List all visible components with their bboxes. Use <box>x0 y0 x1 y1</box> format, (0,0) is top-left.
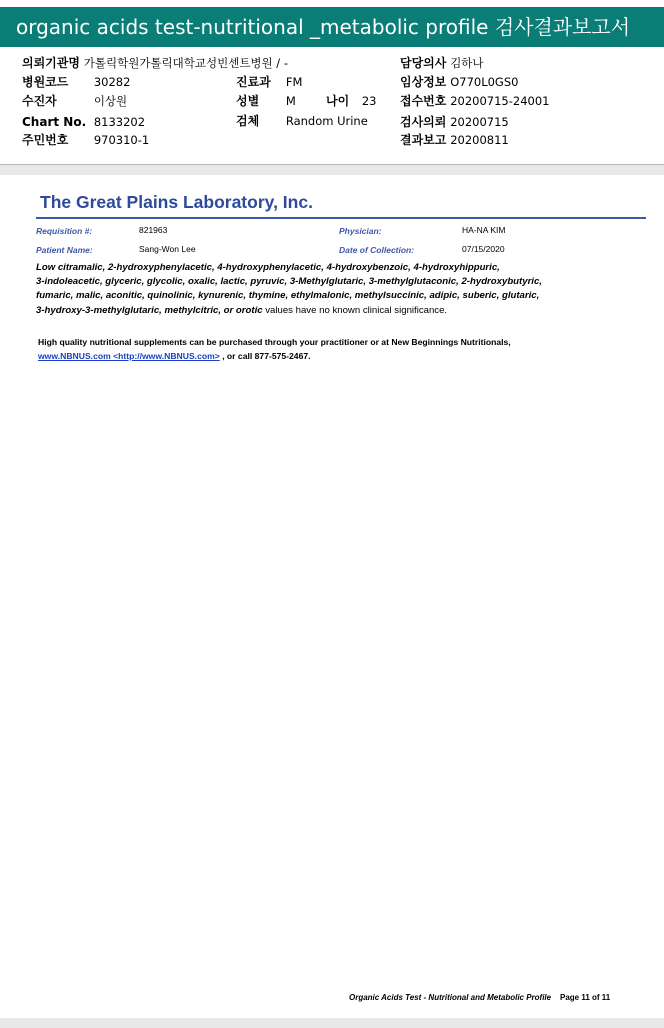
receipt-number: 접수번호 20200715-24001 <box>400 94 550 108</box>
lab-name: The Great Plains Laboratory, Inc. <box>40 192 313 212</box>
nbnus-link[interactable]: www.NBNUS.com <http://www.NBNUS.com> <box>38 350 220 361</box>
chart-number: Chart No. 8133202 <box>22 115 146 129</box>
age: 나이 23 <box>326 94 377 108</box>
footer-title: Organic Acids Test - Nutritional and Metabolic Profile <box>349 993 552 1002</box>
physician-label: Physician: <box>339 226 382 236</box>
findings-line-2: 3-indoleacetic, glyceric, glycolic, oxalic, lactic, pyruvic, 3-Methylglutaric, 3-methylglutaconic, 2-hydroxybutyric, <box>36 276 542 288</box>
physician-value: HA-NA KIM <box>462 225 506 235</box>
requisition-label: Requisition #: <box>36 226 93 236</box>
findings-line-4: 3-hydroxy-3-methylglutaric, methylcitric, or orotic values have no known clinical significance. <box>36 304 448 316</box>
clinical-info: 임상정보 O770L0GS0 <box>400 75 519 89</box>
report-title: organic acids test-nutritional _metabolic profile 검사결과보고서 <box>16 15 631 39</box>
sex: 성별 M <box>236 94 296 108</box>
collection-date-label: Date of Collection: <box>339 245 415 255</box>
resident-number: 주민번호 970310-1 <box>22 133 150 147</box>
department: 진료과 FM <box>236 75 303 89</box>
requesting-institution: 의뢰기관명 가톨릭학원가톨릭대학교성빈센트병원 / - <box>22 56 288 70</box>
collection-date-value: 07/15/2020 <box>462 244 505 254</box>
findings-paragraph <box>36 261 636 318</box>
supplements-phone: , or call 877-575-2467. <box>219 350 311 361</box>
report-date: 결과보고 20200811 <box>400 133 509 147</box>
supplements-note <box>38 336 638 363</box>
report-title-bar <box>0 7 664 47</box>
request-date: 검사의뢰 20200715 <box>400 115 509 129</box>
findings-line-1: Low citramalic, 2-hydroxyphenylacetic, 4-hydroxyphenylacetic, 4-hydroxybenzoic, 4-hydroxyhippuric, <box>36 262 500 273</box>
requisition-value: 821963 <box>139 225 168 235</box>
patient-name: 수진자 이상원 <box>22 94 128 108</box>
patient-name-value: Sang-Won Lee <box>139 244 196 254</box>
patient-name-label: Patient Name: <box>36 245 93 255</box>
specimen: 검체 Random Urine <box>236 114 368 128</box>
page-gap-bottom <box>0 1018 664 1028</box>
page-gap-top <box>0 165 664 175</box>
attending-doctor: 담당의사 김하나 <box>400 56 484 70</box>
supplements-text: High quality nutritional supplements can be purchased through your practitioner or at New Beginnings Nutritionals, <box>38 337 511 347</box>
footer-page-number: Page 11 of 11 <box>560 993 611 1002</box>
findings-line-3: fumaric, malic, aconitic, quinolinic, kynurenic, thymine, ethylmalonic, methylsuccinic, adipic, suberic, glutaric, <box>36 290 540 302</box>
hospital-code: 병원코드 30282 <box>22 75 131 89</box>
lab-title-rule <box>36 217 646 219</box>
